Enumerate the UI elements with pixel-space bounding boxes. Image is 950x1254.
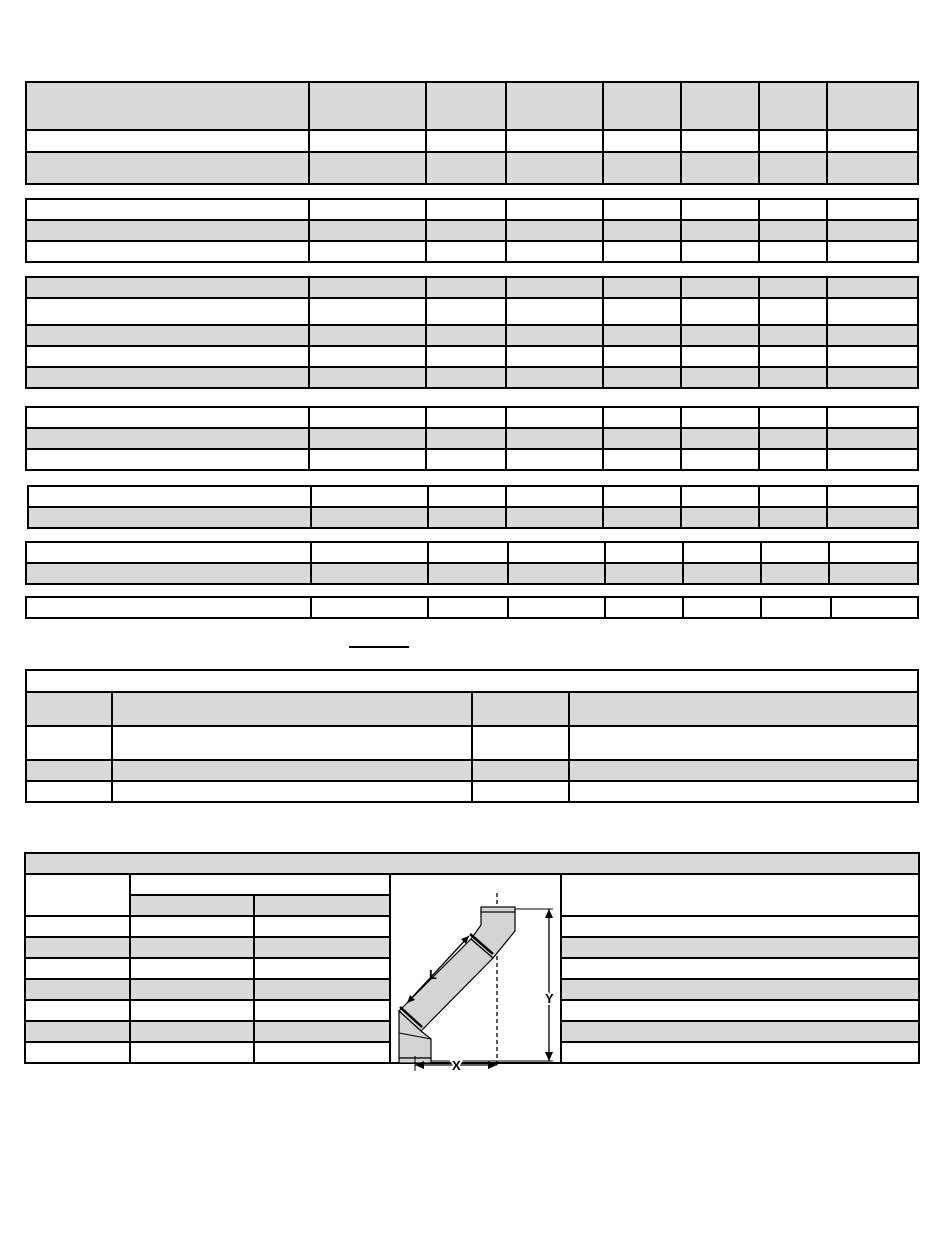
notes-table <box>25 669 919 803</box>
spec-table-group-1 <box>25 198 919 263</box>
offset-table <box>24 852 920 1071</box>
label-horizontal: X <box>452 1058 461 1071</box>
table-row <box>26 367 918 388</box>
table-row <box>26 277 918 298</box>
table-row <box>26 760 918 781</box>
spec-table-group-4 <box>27 485 919 529</box>
table-row <box>26 781 918 802</box>
table-row <box>26 241 918 262</box>
underline-mark <box>349 646 409 648</box>
spec-table-group-5 <box>25 541 919 585</box>
table-row <box>26 428 918 449</box>
spec-table-group-6 <box>25 596 919 619</box>
table-row <box>26 298 918 325</box>
table-row <box>26 325 918 346</box>
offset-diagram-cell <box>390 874 561 1071</box>
table-row <box>26 449 918 470</box>
table-row <box>28 486 918 507</box>
spec-table-group-3 <box>25 406 919 471</box>
table-row <box>26 563 918 584</box>
table-title-row <box>25 853 919 874</box>
table-row <box>26 220 918 241</box>
table-row <box>26 199 918 220</box>
table-row <box>26 542 918 563</box>
table-row <box>26 152 918 184</box>
table-header-row <box>26 692 918 726</box>
table-row <box>26 726 918 760</box>
table-header-row <box>25 874 919 895</box>
table-header-row <box>26 82 918 130</box>
table-title-row <box>26 670 918 692</box>
table-row <box>26 597 918 618</box>
table-row <box>28 507 918 528</box>
spec-table-group-2 <box>25 276 919 389</box>
label-length: L <box>429 967 437 982</box>
table-row <box>26 407 918 428</box>
table-row <box>26 130 918 152</box>
pipe-body <box>399 939 493 1031</box>
table-row <box>26 346 918 367</box>
label-vertical: Y <box>545 991 554 1006</box>
upper-collar <box>481 907 515 912</box>
spec-table-header <box>25 81 919 185</box>
elbow-offset-diagram <box>391 875 562 1071</box>
